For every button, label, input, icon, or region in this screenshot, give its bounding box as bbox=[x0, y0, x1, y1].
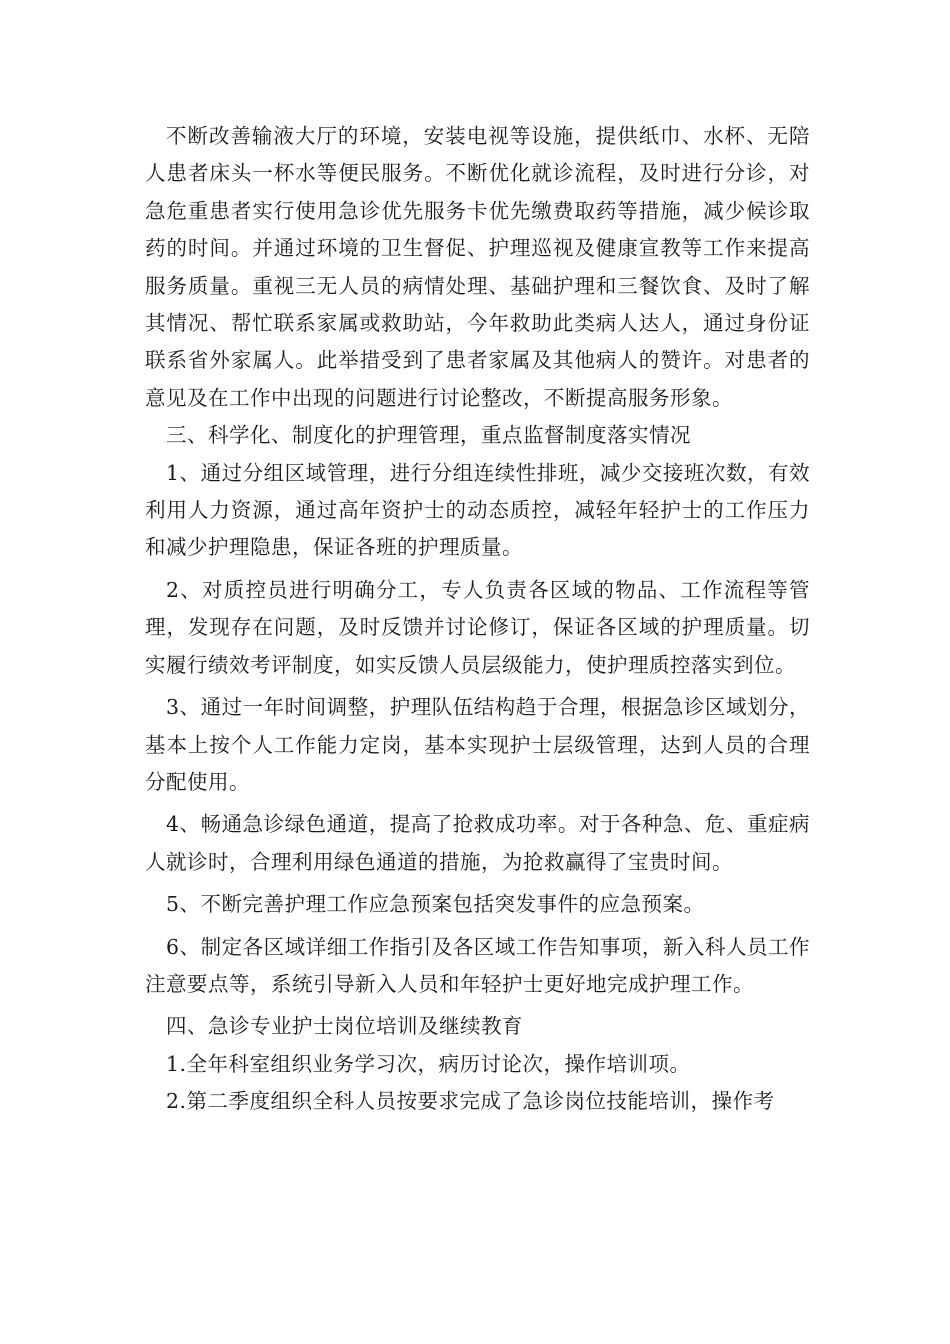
list-item-3-6: 6、制定各区域详细工作指引及各区域工作告知事项，新入科人员工作注意要点等，系统引导新入人员和年轻护士更好地完成护理工作。 bbox=[145, 934, 810, 996]
document-body bbox=[145, 118, 810, 1121]
paragraph-service-improvement: 不断改善输液大厅的环境，安装电视等设施，提供纸巾、水杯、无陪人患者床头一杯水等便民服务。不断优化就诊流程，及时进行分诊，对急危重患者实行使用急诊优先服务卡优先缴费取药等措施，减少候诊取药的时间。并通过环境的卫生督促、护理巡视及健康宣教等工作来提高服务质量。重视三无人员的病情处理、基础护理和三餐饮食、及时了解其情况、帮忙联系家属或救助站，今年救助此类病人达人，通过身份证联系省外家属人。此举措受到了患者家属及其他病人的赞许。对患者的意见及在工作中出现的问题进行讨论整改，不断提高服务形象。 bbox=[145, 124, 810, 410]
list-item-3-3: 3、通过一年时间调整，护理队伍结构趋于合理，根据急诊区域划分，基本上按个人工作能力定岗，基本实现护士层级管理，达到人员的合理分配使用。 bbox=[145, 695, 810, 794]
list-item-3-4: 4、畅通急诊绿色通道，提高了抢救成功率。对于各种急、危、重症病人就诊时，合理利用绿色通道的措施，为抢救赢得了宝贵时间。 bbox=[145, 812, 810, 874]
list-item-3-5: 5、不断完善护理工作应急预案包括突发事件的应急预案。 bbox=[166, 892, 705, 917]
list-item-3-1: 1、通过分组区域管理，进行分组连续性排班，减少交接班次数，有效利用人力资源，通过高年资护士的动态质控，减轻年轻护士的工作压力和减少护理隐患，保证各班的护理质量。 bbox=[145, 460, 810, 560]
section-heading-3: 三、科学化、制度化的护理管理，重点监督制度落实情况 bbox=[166, 423, 691, 448]
list-item-3-2: 2、对质控员进行明确分工，专人负责各区域的物品、工作流程等管理，发现存在问题，及时反馈并讨论修订，保证各区域的护理质量。切实履行绩效考评制度，如实反馈人员层级能力，使护理质控落实到位。 bbox=[145, 577, 810, 677]
list-item-4-1: 1.全年科室组织业务学习次，病历讨论次，操作培训项。 bbox=[166, 1051, 691, 1076]
section-heading-4: 四、急诊专业护士岗位培训及继续教育 bbox=[166, 1014, 523, 1039]
list-item-4-2: 2.第二季度组织全科人员按要求完成了急诊岗位技能培训，操作考 bbox=[166, 1089, 775, 1114]
